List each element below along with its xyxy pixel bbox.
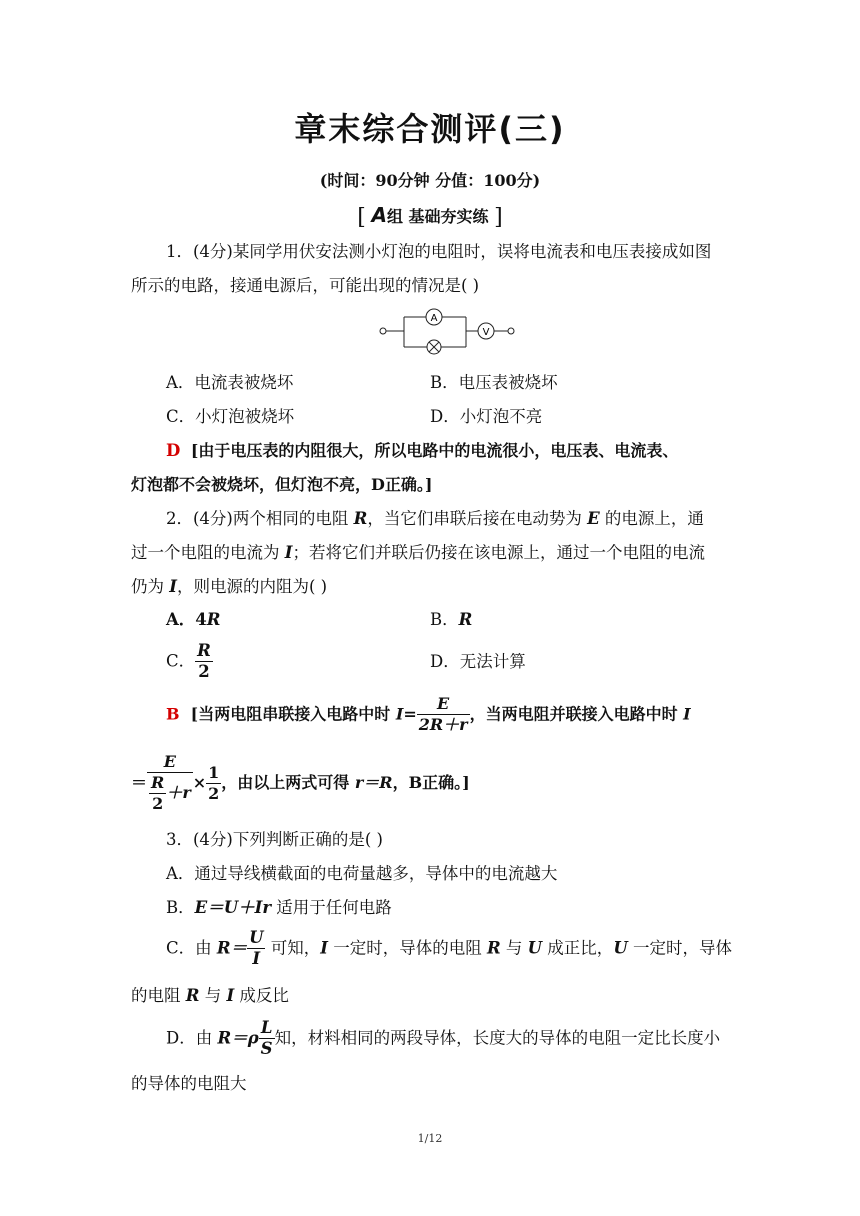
q3-option-c-line1: C．由 R＝ $\frac{U}{I}$ 可知，I 一定时，导体的电阻 R 与 U 成正比，U 一定时，导体 xyxy=(166,928,732,968)
q1-explanation-line1: D [由于电压表的内阻很大，所以电路中的电流很小，电压表、电流表、 xyxy=(166,441,679,460)
left-bracket: [ xyxy=(357,205,366,230)
ammeter-label: A xyxy=(430,313,438,324)
page-title: 章末综合测评(三) xyxy=(294,110,566,148)
q2-explanation-line1: B [当两电阻串联接入电路中时 I= $\frac{E}{2R+r}$ ，当两电阻并联接入电路中时 I xyxy=(166,694,691,734)
q1-circuit-diagram xyxy=(378,305,518,359)
q3-option-d-line1: D．由 R＝ρ $\frac{L}{S}$ 知，材料相同的两段导体，长度大的导体的电阻一定比长度小 xyxy=(166,1018,721,1058)
voltmeter-label: V xyxy=(482,327,490,338)
q2-option-b: B．R xyxy=(430,610,473,629)
q3-option-b: B．E＝U＋Ir 适用于任何电路 xyxy=(166,898,392,917)
q3-option-c-line2: 的电阻 R 与 I 成反比 xyxy=(131,986,289,1005)
q2-answer: B xyxy=(166,704,180,724)
q3-stem: 3．(4分)下列判断正确的是( ) xyxy=(166,830,383,849)
q2-stem-line2: 过一个电阻的电流为 I；若将它们并联后仍接在该电源上，通过一个电阻的电流 xyxy=(131,543,705,562)
q1-explanation-line2: 灯泡都不会被烧坏，但灯泡不亮，D正确。] xyxy=(131,475,433,494)
q2-stem-line3: 仍为 I，则电源的内阻为( ) xyxy=(131,577,328,596)
q1-answer: D xyxy=(166,441,181,460)
group-label: 组 基础夯实练 xyxy=(386,207,489,226)
right-bracket: ] xyxy=(494,205,503,230)
q2-option-a: A．4R xyxy=(166,610,221,629)
group-heading xyxy=(0,203,860,230)
q2-option-c: C． $\frac{R}{2}$ xyxy=(166,641,211,681)
q1-option-c: C．小灯泡被烧坏 xyxy=(166,407,295,426)
q3-option-d-line2: 的导体的电阻大 xyxy=(131,1074,247,1093)
q1-stem-line2: 所示的电路，接通电源后，可能出现的情况是( ) xyxy=(131,276,480,295)
q1-option-b: B．电压表被烧坏 xyxy=(430,373,558,392)
q1-option-a: A．电流表被烧坏 xyxy=(166,373,294,392)
exam-meta: (时间：90分钟 分值：100分) xyxy=(319,171,541,190)
q1-stem-line1: 1．(4分)某同学用伏安法测小灯泡的电阻时，误将电流表和电压表接成如图 xyxy=(166,242,712,261)
q2-option-d: D．无法计算 xyxy=(430,652,526,671)
q2-fraction-2: E $\frac{R}{2}$ ＋r xyxy=(147,752,193,814)
q2-explanation-line2: ＝ E $\frac{R}{2}$ ＋r × $\frac{1}{2}$ ，由以上两式可得 r＝R，B正确。] xyxy=(131,752,470,813)
q3-option-a: A．通过导线横截面的电荷量越多，导体中的电流越大 xyxy=(166,864,558,883)
page-number: 1/12 xyxy=(417,1132,443,1145)
q2-fraction-3: $\frac{1}{2}$ xyxy=(208,762,220,803)
q2-fraction-1: $\frac{E}{2R+r}$ xyxy=(418,694,468,734)
q2-stem-line1: 2．(4分)两个相同的电阻 R，当它们串联后接在电动势为 E 的电源上，通 xyxy=(166,509,704,528)
q1-option-d: D．小灯泡不亮 xyxy=(430,407,543,426)
group-letter: A xyxy=(371,203,387,227)
